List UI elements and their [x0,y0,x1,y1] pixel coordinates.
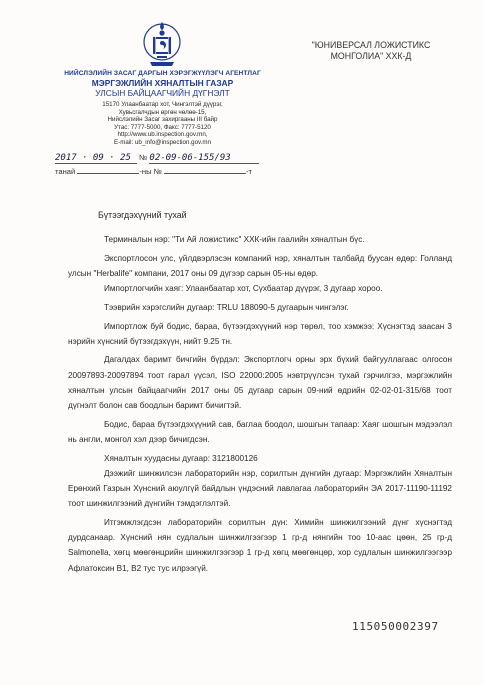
your-ref-number-label: -ны № [139,167,162,176]
soyombo-emblem-icon [142,18,182,68]
recipient-line-2: МОНГОЛИА" ХХК-Д [330,51,412,61]
address-line: Хувьсгалчдын өргөн чөлөө-15, [118,108,207,116]
letter-subject: Бүтээгдэхүүний тухай [98,210,187,220]
address-line: http://www.ub.inspection.gov.mn, [117,131,208,139]
letter-number: 02-09-06-155/93 [149,153,231,163]
paragraph: Импортлогчийн хаяг: Улаанбаатар хот, Сүхбаатар дүүрэг, 3 дугаар хороо. [104,284,383,294]
agency-header [55,70,270,147]
your-ref-label: танай [55,167,76,176]
paragraph: Хяналтын хуудасны дугаар: 3121800126 [104,453,258,463]
paragraph: Экспортлосон улс, үйлдвэрлэсэн компаний нэр, хяналтын талбайд буусан өдөр: Голланд улсын "Herbalife" компани, 2017 оны 09 дүгээр сарын 05-ны өдөр. [68,253,452,278]
agency-line-1: НИЙСЛЭЛИЙН ЗАСАГ ДАРГЫН ХЭРЭГЖҮҮЛЭГЧ АГЕНТЛАГ [64,70,261,77]
agency-address [55,101,270,147]
paragraph: Итгэмжлэгдсэн лабораторийн сорилтын дүн: Химийн шинжилгээний дүнг хүснэгтэд дурдсанаар. Хүнсний нян судлалын шинжилгээгээр 1 гр-д нянгийн тоо 10-аас цөөн, 25 гр-д Salmonella, хөгц мөөгөнцрийн шинжилгээгээр 1 гр-д хөгц мөөгөнцөр, хор судлалын шинжилгээгээр Афлатоксин В1, В2 тус тус илрээгүй. [68,517,452,573]
letter-date: 2017 · 09 · 25 [55,153,131,163]
letter-body [68,232,452,576]
paragraph: Бодис, бараа бүтээгдэхүүний сав, баглаа боодол, шошгын тапаар: Хаяг шошгын мэдээлэл нь англи, монгол хэл дээр бичигдсэн. [68,419,452,444]
paragraph: Дээжийг шинжилсэн лабораторийн нэр, сорилтын дүнгийн дугаар: Мэргэжлийн Хяналтын Ерөнхий Газрын Хүнсний аюулгүй байдлын үндэсний лавлагаа лабораторийн ЭА 2017-11190-11192 тоот шинжилгээний дүнгийн тэмдэглэлтэй. [68,468,452,509]
address-line: Нийслэлийн Засаг захиргааны III байр [107,116,218,124]
paragraph: Терминалын нэр: "Ти Ай ложистикс" ХХК-ийн гаалийн хяналтын бүс. [104,235,365,244]
paragraph: Импортлож буй бодис, бараа, бүтээгдэхүүний нэр төрөл, тоо хэмжээ: Хүснэгтэд заасан 3 нэрийн хүнсний бүтээгдэхүүн, нийт 9.25 тн. [68,321,452,346]
dateline-row-1 [55,153,260,164]
address-line: 15170 Улаанбаатар хот, Чингэлтэй дүүрэг, [102,101,223,108]
paragraph: Тээврийн хэрэгслийн дугаар: TRLU 188090-5 дугаарын чингэлэг. [104,302,349,312]
reference-dateline [55,153,260,176]
recipient-block [296,40,446,62]
document-type: УЛСЫН БАЙЦААГЧИЙН ДҮГНЭЛТ [95,88,230,98]
address-line: E-mail: ub_info@inspection.gov.mn [114,138,211,146]
dateline-row-2 [55,167,260,176]
your-ref-suffix: -т [245,167,252,176]
address-line: Утас: 7777-5000, Факс: 7777-5120 [114,123,211,131]
agency-name: МЭРГЭЖЛИЙН ХЯНАЛТЫН ГАЗАР [91,78,234,88]
recipient-line-1: "ЮНИВЕРСАЛ ЛОЖИСТИКС [311,40,431,50]
number-label: № [139,153,148,162]
document-serial-number: 115050002397 [352,620,439,633]
paragraph: Дагалдах баримт бичгийн бүрдэл: Экспортлогч орны эрх бүхий байгууллагаас олгосон 20097893-20097894 тоот гарал үүсэл, ISO 22000:2005 нэвтрүүлсэн тухай гэрчилгээ, мэргэжлийн хяналтын улсын байцаагчийн 2017 оны 05 дугаар сарын 09-ний өдрийн 02-02-01-315/68 тоот дүгнэлт болон сав боодлын баримт бичигтэй. [68,355,452,411]
